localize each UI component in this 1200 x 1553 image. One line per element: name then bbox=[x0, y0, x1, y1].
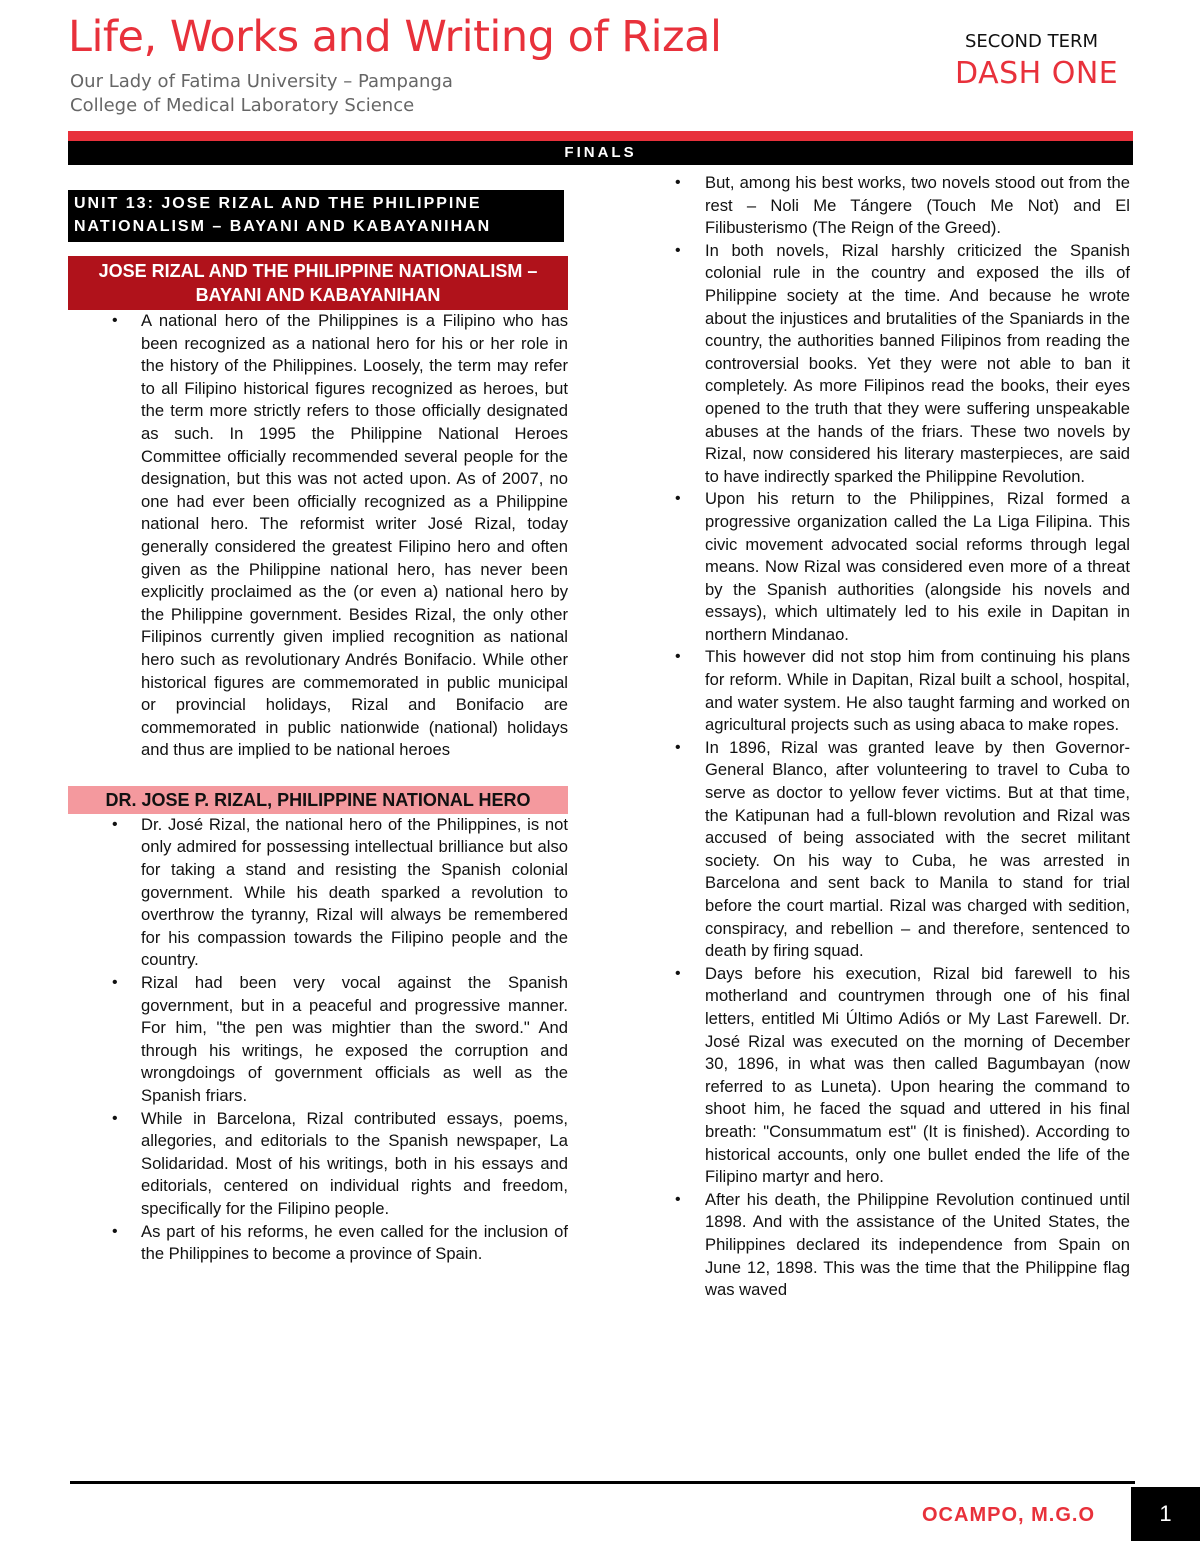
bullet-list-national-hero bbox=[68, 814, 568, 1266]
bullet-list-nationalism bbox=[68, 310, 568, 762]
list-item: • This however did not stop him from continuing his plans for reform. While in Dapitan, Rizal built a school, hospital, and water system. He also taught farming and worked on agricultural projects such as using abaca to make ropes. bbox=[672, 646, 1130, 736]
header-divider bbox=[68, 131, 1133, 141]
list-item: • After his death, the Philippine Revolution continued until 1898. And with the assistance of the United States, the Philippines declared its independence from Spain on June 12, 1898. This was the time that the Philippine flag was waved bbox=[672, 1189, 1130, 1302]
list-item: • In 1896, Rizal was granted leave by then Governor-General Blanco, after volunteering to travel to Cuba to serve as doctor to yellow fever victims. But at that time, the Katipunan had a full-blown revolution and Rizal was accused of being associated with the secret militant society. On his way to Cuba, he was arrested in Barcelona and sent back to Manila to stand for trial before the court martial. Rizal was charged with sedition, conspiracy, and rebellion – and therefore, sentenced to death by firing squad. bbox=[672, 737, 1130, 963]
right-column bbox=[672, 172, 1130, 1302]
list-item: • As part of his reforms, he even called for the inclusion of the Philippines to become a province of Spain. bbox=[68, 1221, 568, 1266]
page-number: 1 bbox=[1131, 1487, 1200, 1541]
term-label: SECOND TERM bbox=[965, 31, 1098, 52]
list-item: • A national hero of the Philippines is a Filipino who has been recognized as a national hero for his or her role in the history of the Philippines. Loosely, the term may refer to all Filipino historical figures recognized as heroes, but the term more strictly refers to those officially designated as such. In 1995 the Philippine National Heroes Committee officially recommended several people for the designation, but this was not acted upon. As of 2007, no one had ever been officially recognized as a Philippine national hero. The reformist writer José Rizal, today generally considered the greatest Filipino hero and often given as the Philippine national hero, has never been explicitly proclaimed as the (or even a) national hero by the Philippine government. Besides Rizal, the only other Filipinos currently given implied recognition as national hero such as revolutionary Andrés Bonifacio. While other historical figures are commemorated in public municipal or provincial holidays, Rizal and Bonifacio are commemorated in public nationwide (national) holidays and thus are implied to be national heroes bbox=[68, 310, 568, 762]
section-heading-nationalism: JOSE RIZAL AND THE PHILIPPINE NATIONALISM – BAYANI AND KABAYANIHAN bbox=[68, 256, 568, 310]
list-item: • While in Barcelona, Rizal contributed essays, poems, allegories, and editorials to the Spanish newspaper, La Solidaridad. Most of his writings, both in his essays and editorials, centered on individual rights and freedom, specifically for the Filipino people. bbox=[68, 1108, 568, 1221]
unit-title: UNIT 13: JOSE RIZAL AND THE PHILIPPINE NATIONALISM – BAYANI AND KABAYANIHAN bbox=[68, 190, 564, 242]
author-name: OCAMPO, M.G.O bbox=[922, 1504, 1095, 1526]
list-item: • Rizal had been very vocal against the Spanish government, but in a peaceful and progressive manner. For him, "the pen was mightier than the sword." And through his writings, he exposed the corruption and wrongdoings of government officials as well as the Spanish friars. bbox=[68, 972, 568, 1108]
document-title: Life, Works and Writing of Rizal bbox=[68, 12, 722, 62]
finals-banner: FINALS bbox=[68, 141, 1133, 165]
list-item: • In both novels, Rizal harshly criticized the Spanish colonial rule in the country and exposed the ills of Philippine society at the time. And because he wrote about the injustices and brutalities of the Spaniards in the country, the authorities banned Filipinos from reading the controversial books. Yet they were not able to ban it completely. As more Filipinos read the books, their eyes opened to the truth that they were suffering unspeakable abuses at the hands of the friars. These two novels by Rizal, now considered his literary masterpieces, are said to have indirectly sparked the Philippine Revolution. bbox=[672, 240, 1130, 489]
list-item: • But, among his best works, two novels stood out from the rest – Noli Me Tángere (Touch Me Not) and El Filibusterismo (The Reign of the Greed). bbox=[672, 172, 1130, 240]
list-item: • Days before his execution, Rizal bid farewell to his motherland and countrymen through one of his final letters, entitled Mi Último Adiós or My Last Farewell. Dr. José Rizal was executed on the morning of December 30, 1896, in what was then called Bagumbayan (now referred to as Luneta). Upon hearing the command to shoot him, he faced the squad and uttered in his final breath: "Consummatum est" (It is finished). According to historical accounts, only one bullet ended the life of the Filipino martyr and hero. bbox=[672, 963, 1130, 1189]
school-name: Our Lady of Fatima University – Pampanga bbox=[70, 71, 453, 92]
list-item: • Dr. José Rizal, the national hero of the Philippines, is not only admired for possessing intellectual brilliance but also for taking a stand and resisting the Spanish colonial government. While his death sparked a revolution to overthrow the tyranny, Rizal will always be remembered for his compassion towards the Filipino people and the country. bbox=[68, 814, 568, 972]
left-column bbox=[68, 190, 568, 1266]
college-name: College of Medical Laboratory Science bbox=[70, 95, 415, 116]
footer-divider bbox=[70, 1481, 1135, 1484]
term-name: DASH ONE bbox=[955, 56, 1119, 91]
section-heading-national-hero: DR. JOSE P. RIZAL, PHILIPPINE NATIONAL HERO bbox=[68, 786, 568, 814]
bullet-list-right bbox=[672, 172, 1130, 1302]
list-item: • Upon his return to the Philippines, Rizal formed a progressive organization called the La Liga Filipina. This civic movement advocated social reforms through legal means. Now Rizal was considered even more of a threat by the Spanish authorities (alongside his novels and essays), which ultimately led to his exile in Dapitan in northern Mindanao. bbox=[672, 488, 1130, 646]
